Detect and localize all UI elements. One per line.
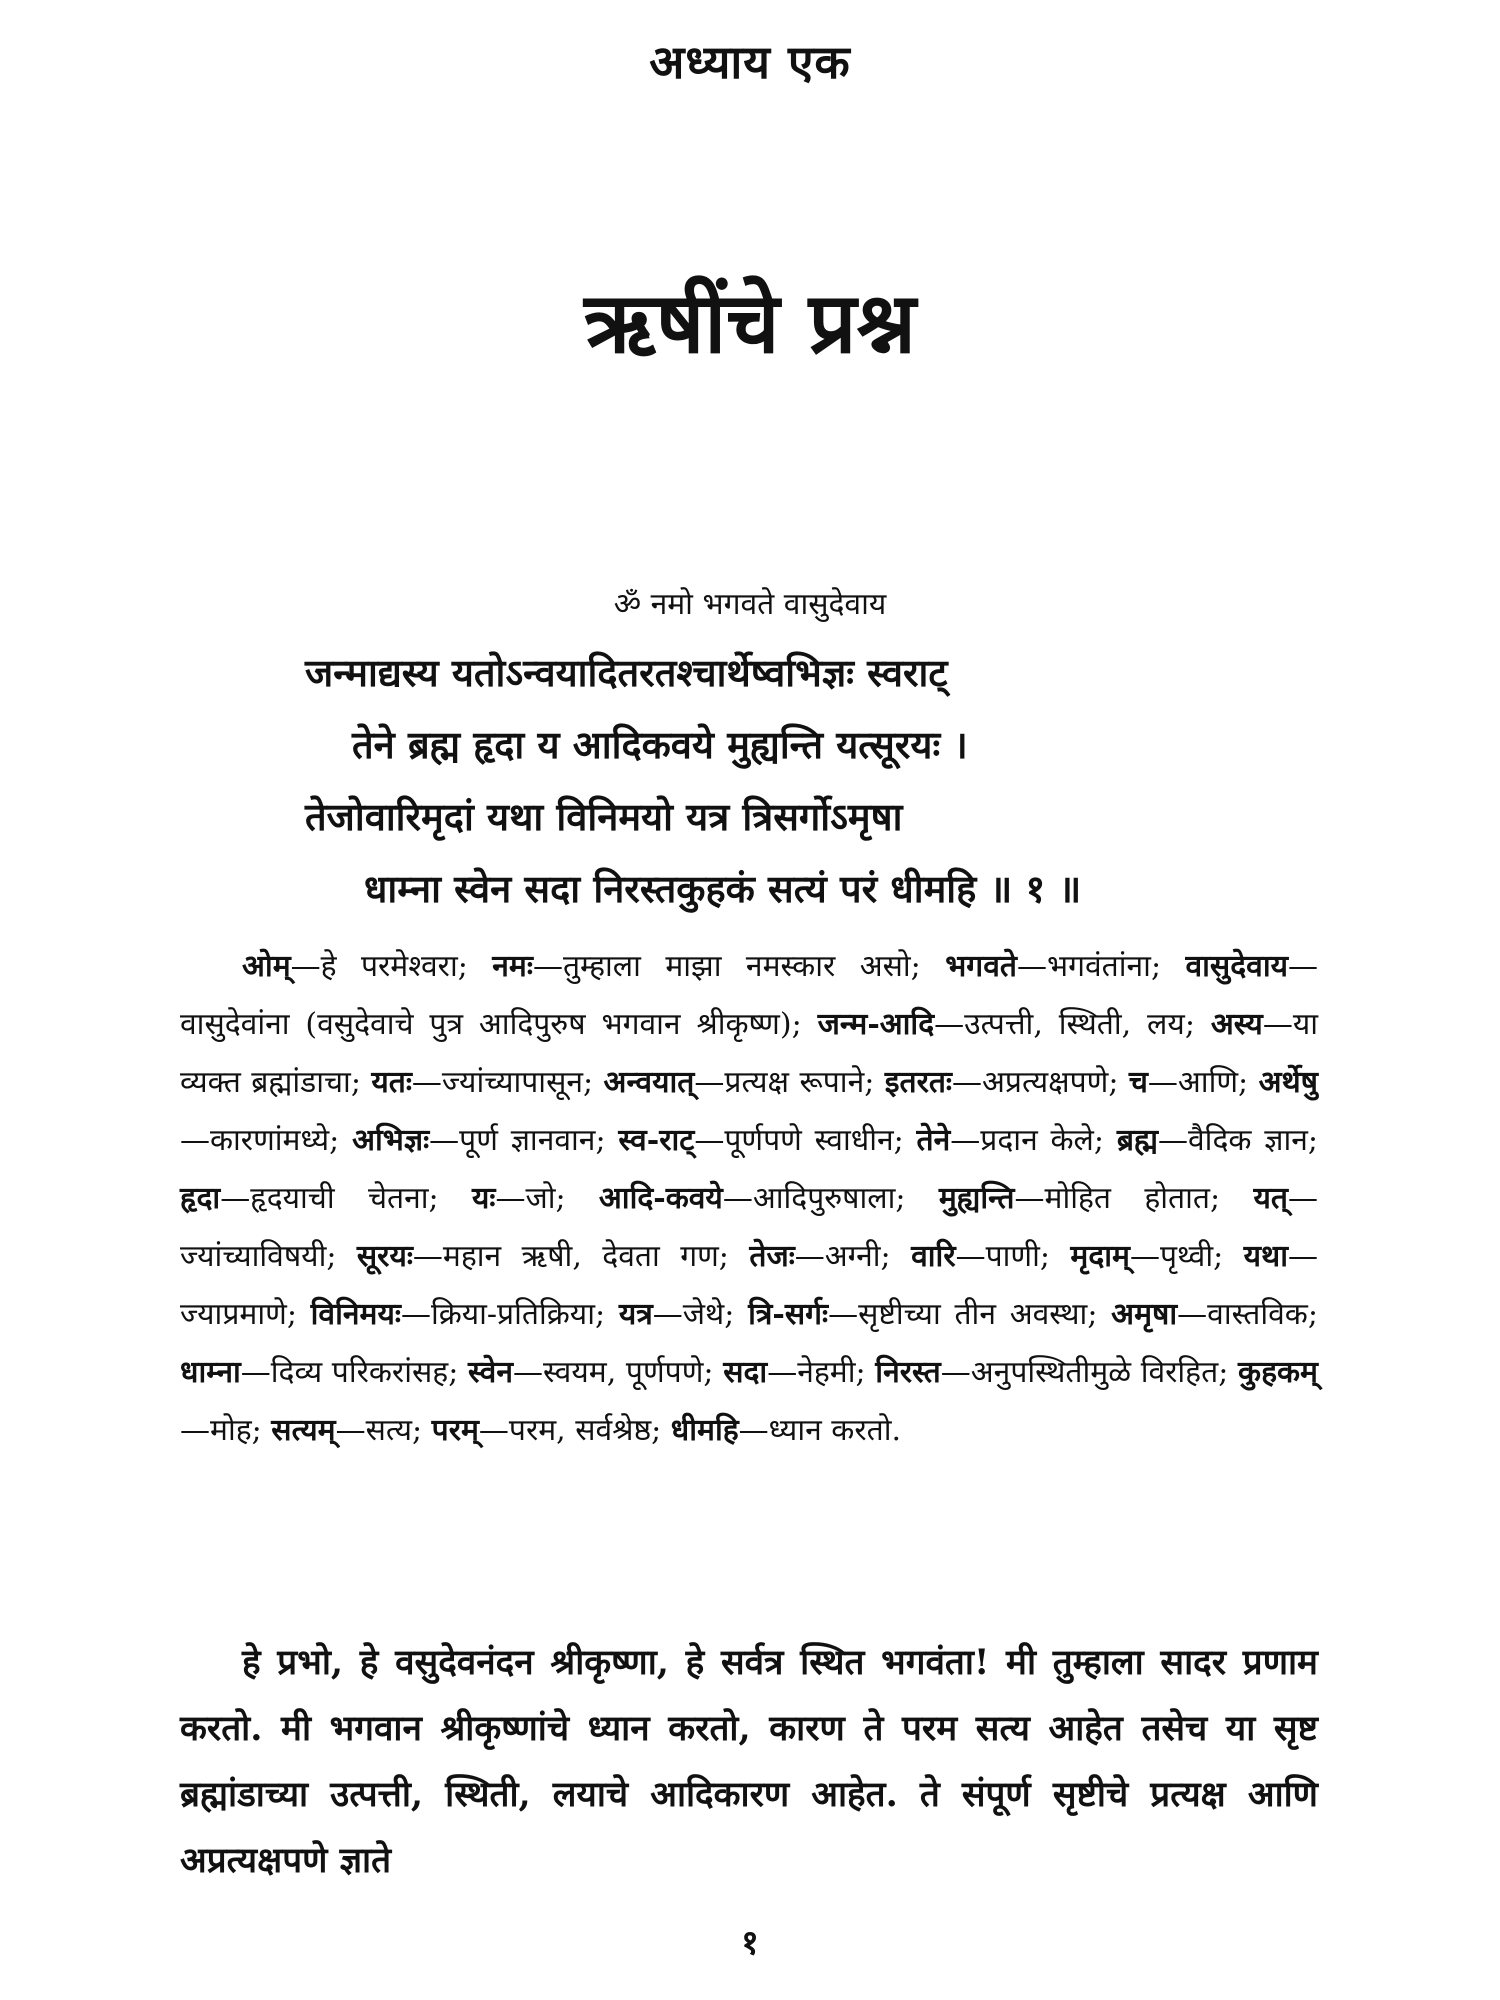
synonym-dash: — [955,1239,986,1274]
page-number: १ [741,1923,759,1963]
synonym-term: धीमहि [670,1413,739,1448]
synonym-meaning: वासुदेवांना (वसुदेवाचे पुत्र आदिपुरुष भगवान श्रीकृष्ण) [180,1007,792,1042]
synonym-meaning: तुम्हाला माझा नमस्कार असो [562,949,911,984]
synonym-dash: — [794,1239,825,1274]
synonym-meaning: कारणांमध्ये [210,1123,330,1158]
synonym-term: स्वेन [468,1355,513,1390]
synonym-term: अर्थेषु [1258,1065,1318,1100]
synonym-meaning: पूर्ण ज्ञानवान [459,1123,596,1158]
synonym-meaning: ज्यांच्यापासून [441,1065,584,1100]
synonym-dash: — [220,1181,251,1216]
synonym-dash: — [1147,1065,1178,1100]
word-for-word-synonyms: ओम्—हे परमेश्वरा; नमः—तुम्हाला माझा नमस्कार असो; भगवते—भगवंतांना; वासुदेवाय—वासुदेवांना (वसुदेवाचे पुत्र आदिपुरुष भगवान श्रीकृष्ण); जन्म-आदि—उत्पत्ती, स्थिती, लय; अस्य—या व्यक्त ब्रह्मांडाचा; यतः—ज्यांच्यापासून; अन्वयात्—प्रत्यक्ष रूपाने; इतरतः—अप्रत्यक्षपणे; च—आणि; अर्थेषु—कारणांमध्ये; अभिज्ञः—पूर्ण ज्ञानवान; स्व-राट्—पूर्णपणे स्वाधीन; तेने—प्रदान केले; ब्रह्म—वैदिक ज्ञान; हृदा—हृदयाची चेतना; यः—जो; आदि-कवये—आदिपुरुषाला; मुह्यन्ति—मोहित होतात; यत्—ज्यांच्याविषयी; सूरयः—महान ऋषी, देवता गण; तेजः—अग्नी; वारि—पाणी; मृदाम्—पृथ्वी; यथा—ज्याप्रमाणे; विनिमयः—क्रिया-प्रतिक्रिया; यत्र—जेथे; त्रि-सर्गः—सृष्टीच्या तीन अवस्था; अमृषा—वास्तविक; धाम्ना—दिव्य परिकरांसह; स्वेन—स्वयम, पूर्णपणे; सदा—नेहमी; निरस्त—अनुपस्थितीमुळे विरहित; कुहकम्—मोह; सत्यम्—सत्य; परम्—परम, सर्वश्रेष्ठ; धीमहि—ध्यान करतो. [180,949,1318,1448]
synonym-term: अमृषा [1111,1297,1178,1332]
synonym-meaning: अनुपस्थितीमुळे विरहित [970,1355,1219,1390]
synonym-term: तेने [916,1123,951,1158]
translation-paragraph: हे प्रभो, हे वसुदेवनंदन श्रीकृष्णा, हे सर्वत्र स्थित भगवंता! मी तुम्हाला सादर प्रणाम करतो. मी भगवान श्रीकृष्णांचे ध्यान करतो, कारण ते परम सत्य आहेत तसेच या सृष्ट ब्रह्मांडाच्या उत्पत्ती, स्थिती, लयाचे आदिकारण आहेत. ते संपूर्ण सृष्टीचे प्रत्यक्ष आणि अप्रत्यक्षपणे ज्ञाते [180,1642,1318,1881]
synonym-dash: — [532,949,563,984]
synonym-meaning: दिव्य परिकरांसह [270,1355,449,1390]
chapter-title: ऋषींचे प्रश्न [584,273,916,372]
synonym-dash: — [722,1181,753,1216]
synonym-dash: — [335,1413,366,1448]
synonym-meaning: नेहमी [797,1355,856,1390]
synonym-meaning: मोह [210,1413,252,1448]
synonym-meaning: जेथे [682,1297,725,1332]
synonym-term: यत् [1253,1181,1288,1216]
synonym-meaning: पूर्णपणे स्वाधीन [724,1123,894,1158]
synonym-meaning: भगवंतांना [1046,949,1151,984]
synonym-dash: — [738,1413,769,1448]
synonym-term: अभिज्ञः [352,1123,430,1158]
synonym-term: सदा [723,1355,768,1390]
verse-line-1: जन्माद्यस्य यतोऽन्वयादितरतश्चार्थेष्वभिज्ञः स्वराट् [305,650,948,695]
synonym-term: सत्यम् [271,1413,336,1448]
synonym-dash: — [1177,1297,1208,1332]
synonym-meaning: प्रत्यक्ष रूपाने [724,1065,865,1100]
synonym-term: निरस्त [875,1355,941,1390]
synonym-dash: — [652,1297,683,1332]
synonym-term: त्रि-सर्गः [748,1297,829,1332]
synonym-dash: — [950,1123,981,1158]
synonym-dash: — [1016,949,1047,984]
synonym-meaning: उत्पत्ती, स्थिती, लय [964,1007,1185,1042]
synonym-meaning: वैदिक ज्ञान [1188,1123,1308,1158]
synonym-meaning: परम, सर्वश्रेष्ठ [508,1413,652,1448]
synonym-term: ब्रह्म [1116,1123,1158,1158]
synonym-dash: — [180,1123,210,1158]
synonym-term: मुह्यन्ति [938,1181,1015,1216]
synonym-term: हृदा [180,1181,221,1216]
synonym-meaning: जो [525,1181,556,1216]
synonym-dash: — [1130,1239,1161,1274]
synonym-meaning: अप्रत्यक्षपणे [982,1065,1109,1100]
synonym-term: वासुदेवाय [1185,949,1288,984]
synonym-meaning: हे परमेश्वरा [320,949,458,984]
synonym-term: आदि-कवये [598,1181,723,1216]
synonym-dash: — [495,1181,526,1216]
synonym-dash: — [828,1297,859,1332]
synonym-dash: — [1288,949,1318,984]
synonym-meaning: हृदयाची चेतना [250,1181,429,1216]
synonym-meaning: आदिपुरुषाला [752,1181,896,1216]
synonym-dash: — [400,1297,431,1332]
synonym-term: परम् [431,1413,479,1448]
synonym-term: यत्र [618,1297,653,1332]
synonym-dash: — [1158,1123,1188,1158]
synonym-term: कुहकम् [1238,1355,1318,1390]
verse-line-3: तेजोवारिमृदां यथा विनिमयो यत्र त्रिसर्गोऽमृषा [305,794,903,839]
synonym-term: वारि [911,1239,956,1274]
synonym-dash: — [694,1065,725,1100]
synonym-term: स्व-राट् [618,1123,695,1158]
synonym-term: विनिमयः [310,1297,401,1332]
synonym-dash: — [240,1355,271,1390]
synonym-term: यः [471,1181,496,1216]
synonym-meaning: ज्यांच्याविषयी [180,1239,327,1274]
synonym-meaning: अग्नी [824,1239,881,1274]
synonym-dash: — [513,1355,543,1390]
synonym-term: यतः [371,1065,412,1100]
synonym-meaning: या व्यक्त ब्रह्मांडाचा [180,1007,1318,1100]
synonym-dash: — [940,1355,971,1390]
synonym-term: तेजः [749,1239,795,1274]
synonym-dash: — [290,949,321,984]
synonym-term: अस्य [1210,1007,1263,1042]
synonym-meaning: पृथ्वी [1160,1239,1214,1274]
synonym-term: च [1128,1065,1148,1100]
synonym-meaning: सृष्टीच्या तीन अवस्था [858,1297,1088,1332]
synonym-term: ओम् [242,949,291,984]
synonym-term: धाम्ना [180,1355,241,1390]
synonym-dash: — [411,1065,442,1100]
synonym-dash: — [1014,1181,1045,1216]
synonym-meaning: आणि [1177,1065,1239,1100]
synonym-term: यथा [1243,1239,1288,1274]
synonym-dash: — [934,1007,965,1042]
synonym-dash: — [1287,1181,1318,1216]
chapter-label: अध्याय एक [649,35,851,89]
synonym-term: मृदाम् [1070,1239,1131,1274]
synonym-term: नमः [492,949,533,984]
verse-line-4: धाम्ना स्वेन सदा निरस्तकुहकं सत्यं परं धीमहि ॥ १ ॥ [364,866,1082,911]
synonym-dash: — [478,1413,509,1448]
synonym-term: जन्म-आदि [817,1007,935,1042]
synonym-dash: — [412,1239,443,1274]
synonym-meaning: महान ऋषी, देवता गण [442,1239,719,1274]
synonym-dash: — [767,1355,798,1390]
synonym-dash: — [1262,1007,1293,1042]
synonym-meaning: प्रदान केले [980,1123,1094,1158]
synonym-dash: — [180,1413,210,1448]
synonym-meaning: सत्य [365,1413,413,1448]
synonym-term: सूरयः [356,1239,413,1274]
synonym-meaning: वास्तविक [1207,1297,1308,1332]
invocation-line: ॐ नमो भगवते वासुदेवाय [613,587,887,622]
synonym-meaning: मोहित होतात [1044,1181,1211,1216]
synonym-meaning: ध्यान करतो. [768,1413,902,1448]
synonym-meaning: ज्याप्रमाणे [180,1297,287,1332]
synonym-term: भगवते [945,949,1017,984]
synonym-dash: — [694,1123,725,1158]
synonym-meaning: पाणी [985,1239,1040,1274]
verse-line-2: तेने ब्रह्म हृदा य आदिकवये मुह्यन्ति यत्सूरयः । [352,722,968,767]
synonym-dash: — [952,1065,982,1100]
synonym-term: इतरतः [884,1065,952,1100]
synonym-dash: — [1287,1239,1318,1274]
synonym-meaning: क्रिया-प्रतिक्रिया [430,1297,595,1332]
synonym-meaning: स्वयम, पूर्णपणे [543,1355,704,1390]
synonym-dash: — [429,1123,460,1158]
synonym-term: अन्वयात् [603,1065,695,1100]
